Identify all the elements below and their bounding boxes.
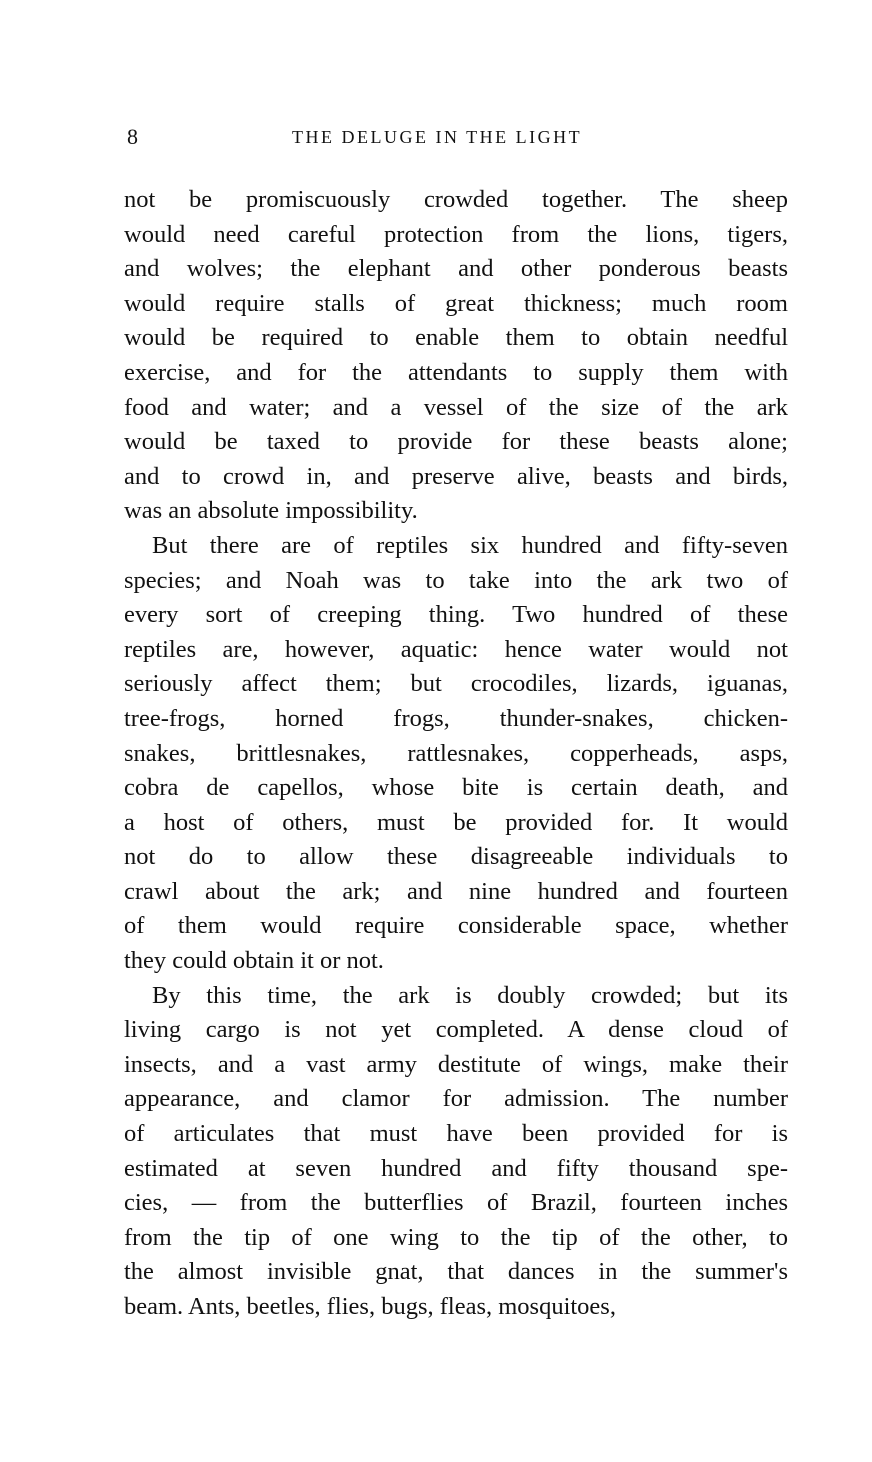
text-line: a host of others, must be provided for. It would (124, 808, 788, 836)
text-line: cobra de capellos, whose bite is certain death, and (124, 774, 788, 802)
text-line: the almost invisible gnat, that dances in the summer's (124, 1258, 788, 1286)
page-number: 8 (127, 124, 138, 149)
paragraph (124, 529, 788, 979)
text-line: not be promiscuously crowded together. The sheep (124, 186, 788, 213)
text-line: living cargo is not yet completed. A dense cloud of (124, 1016, 788, 1044)
text-line: food and water; and a vessel of the size of the ark (124, 393, 788, 421)
text-line: estimated at seven hundred and fifty thousand spe- (124, 1154, 788, 1182)
text-line: exercise, and for the attendants to supply them with (124, 358, 788, 386)
paragraph (124, 183, 788, 529)
text-line: not do to allow these disagreeable individuals to (124, 843, 788, 871)
text-line: would need careful protection from the lions, tigers, (124, 220, 788, 248)
text-line: crawl about the ark; and nine hundred and fourteen (124, 877, 788, 905)
text-line: snakes, brittlesnakes, rattlesnakes, copperheads, asps, (124, 739, 788, 767)
text-line: was an absolute impossibility. (124, 497, 418, 525)
text-line: of them would require considerable space, whether (124, 912, 788, 940)
text-line: of articulates that must have been provided for is (124, 1120, 788, 1148)
text-line: from the tip of one wing to the tip of the other, to (124, 1223, 788, 1251)
text-line: beam. Ants, beetles, flies, bugs, fleas, mosquitoes, (124, 1293, 616, 1320)
text-line: tree-frogs, horned frogs, thunder-snakes, chicken- (124, 704, 788, 732)
text-line: species; and Noah was to take into the ark two of (124, 566, 788, 594)
running-head (124, 124, 788, 154)
running-title: THE DELUGE IN THE LIGHT (292, 127, 583, 147)
text-line: they could obtain it or not. (124, 947, 384, 975)
text-line: appearance, and clamor for admission. The number (124, 1085, 788, 1113)
text-line: By this time, the ark is doubly crowded; but its (152, 981, 788, 1009)
text-line: reptiles are, however, aquatic: hence water would not (124, 635, 788, 663)
text-line: insects, and a vast army destitute of wings, make their (124, 1050, 788, 1078)
text-line: every sort of creeping thing. Two hundred of these (124, 601, 788, 629)
text-line: would be required to enable them to obtain needful (124, 324, 788, 352)
text-line: cies, — from the butterflies of Brazil, fourteen inches (124, 1189, 788, 1217)
text-line: would be taxed to provide for these beasts alone; (124, 428, 788, 456)
body-text (124, 183, 788, 1325)
text-line: would require stalls of great thickness; much room (124, 289, 788, 317)
text-line: But there are of reptiles six hundred and fifty-seven (152, 531, 788, 559)
text-line: and to crowd in, and preserve alive, beasts and birds, (124, 462, 788, 490)
paragraph (124, 979, 788, 1325)
text-line: seriously affect them; but crocodiles, lizards, iguanas, (124, 670, 788, 698)
text-line: and wolves; the elephant and other ponderous beasts (124, 255, 788, 283)
